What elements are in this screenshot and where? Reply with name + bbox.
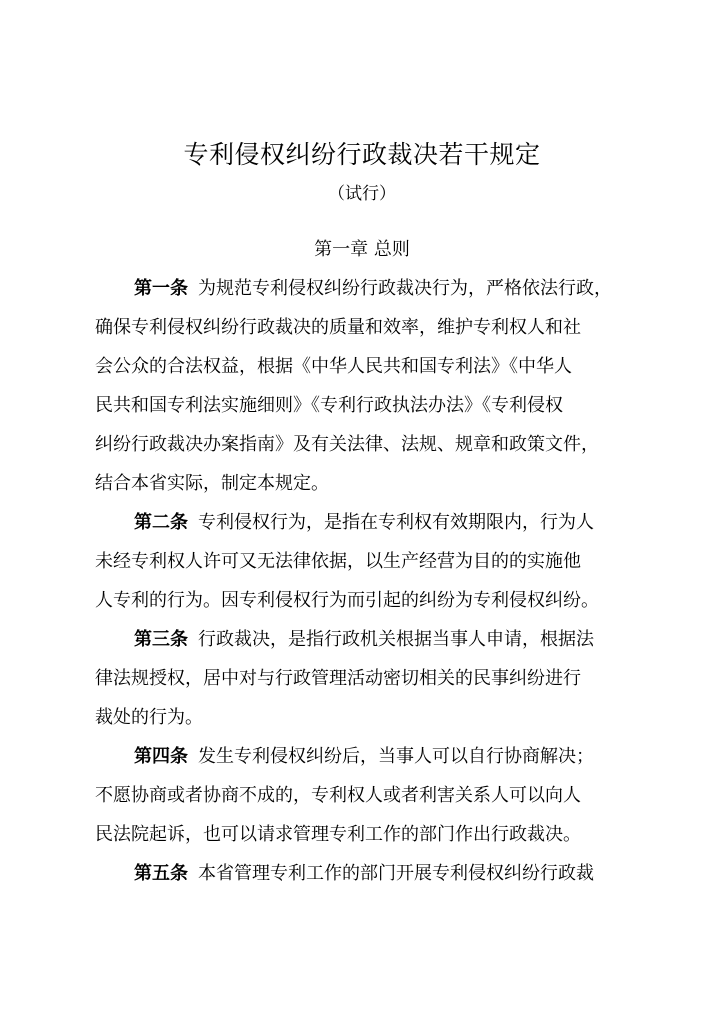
article-5-first-line — [134, 860, 594, 888]
article-4-line: 民法院起诉，也可以请求管理专利工作的部门作出行政裁决。 — [95, 824, 581, 845]
article-5-label: 第五条 — [134, 863, 188, 884]
document-subtitle: （试行） — [328, 184, 396, 204]
article-1-label: 第一条 — [134, 278, 188, 299]
article-1-line: 结合本省实际，制定本规定。 — [95, 473, 329, 494]
article-2-text: 专利侵权行为，是指在专利权有效期限内，行为人 — [198, 512, 594, 533]
article-2-label: 第二条 — [134, 512, 188, 533]
article-4-label: 第四条 — [134, 746, 188, 767]
article-3-line: 律法规授权，居中对与行政管理活动密切相关的民事纠纷进行 — [95, 668, 581, 689]
article-3-label: 第三条 — [134, 629, 188, 650]
article-3-line: 裁处的行为。 — [95, 707, 203, 728]
article-4-text: 发生专利侵权纠纷后，当事人可以自行协商解决； — [198, 746, 594, 767]
article-2-line: 人专利的行为。因专利侵权行为而引起的纠纷为专利侵权纠纷。 — [95, 590, 599, 611]
chapter-heading: 第一章 总则 — [314, 239, 410, 260]
article-1-line: 确保专利侵权纠纷行政裁决的质量和效率，维护专利权人和社 — [95, 317, 581, 338]
article-1-line: 纠纷行政裁决办案指南》及有关法律、法规、规章和政策文件， — [95, 434, 599, 455]
article-1-line: 民共和国专利法实施细则》《专利行政执法办法》《专利侵权 — [95, 395, 563, 416]
article-2-line: 未经专利权人许可又无法律依据，以生产经营为目的的实施他 — [95, 551, 581, 572]
document-title: 专利侵权纠纷行政裁决若干规定 — [183, 140, 541, 169]
article-1-first-line — [134, 275, 612, 303]
article-4-first-line — [134, 743, 594, 771]
article-1-text: 为规范专利侵权纠纷行政裁决行为，严格依法行政， — [198, 278, 612, 299]
article-4-line: 不愿协商或者协商不成的，专利权人或者利害关系人可以向人 — [95, 785, 581, 806]
article-3-text: 行政裁决，是指行政机关根据当事人申请，根据法 — [198, 629, 594, 650]
article-1-line: 会公众的合法权益，根据《中华人民共和国专利法》《中华人 — [95, 356, 572, 377]
article-5-text: 本省管理专利工作的部门开展专利侵权纠纷行政裁 — [198, 863, 594, 884]
article-2-first-line — [134, 509, 594, 537]
article-3-first-line — [134, 626, 594, 654]
